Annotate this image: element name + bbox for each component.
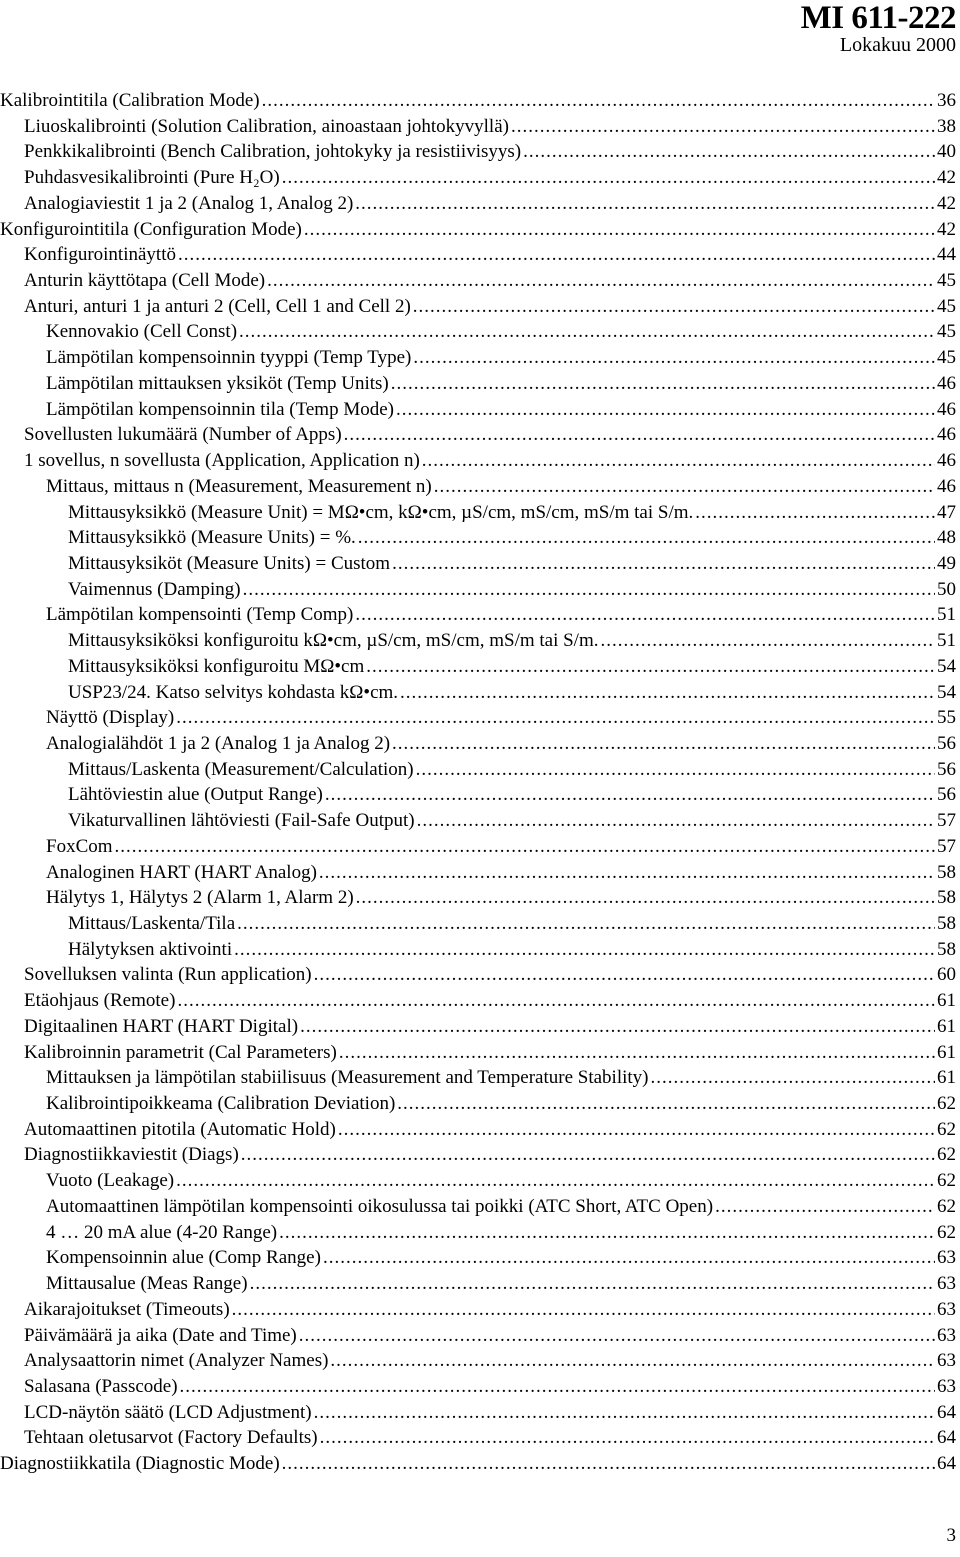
toc-dot-leader (243, 577, 935, 603)
toc-entry-page: 63 (937, 1273, 956, 1295)
toc-dot-leader (176, 1168, 935, 1194)
toc-entry-page: 36 (937, 90, 956, 111)
toc-entry[interactable] (0, 139, 956, 165)
toc-entry-title: Liuoskalibrointi (Solution Calibration, ainoastaan johtokyvyllä) (24, 115, 509, 137)
toc-entry-page: 42 (937, 192, 956, 214)
document-id: MI 611-222 (800, 0, 956, 36)
toc-entry-title: Analogiaviestit 1 ja 2 (Analog 1, Analog 2) (24, 192, 354, 214)
toc-entry-page: 46 (937, 475, 956, 497)
toc-entry[interactable] (0, 628, 956, 654)
toc-entry-page: 62 (937, 1221, 956, 1243)
toc-entry-title: Näyttö (Display) (46, 707, 175, 729)
toc-entry-page: 60 (937, 964, 956, 986)
toc-dot-leader (239, 319, 935, 345)
toc-entry-page: 45 (937, 321, 956, 343)
toc-entry[interactable] (0, 1245, 956, 1271)
toc-dot-leader (358, 525, 935, 551)
toc-entry-page: 58 (937, 938, 956, 960)
toc-entry[interactable] (0, 577, 956, 603)
toc-entry-title: Konfigurointitila (Configuration Mode) (0, 218, 302, 240)
toc-dot-leader (695, 500, 935, 526)
toc-entry-page: 57 (937, 835, 956, 857)
toc-entry-title: Vaimennus (Damping) (68, 578, 241, 600)
toc-entry-title: Digitaalinen HART (HART Digital) (24, 1015, 299, 1037)
toc-entry-title: Etäohjaus (Remote) (24, 990, 176, 1012)
toc-entry[interactable] (0, 165, 956, 191)
toc-entry[interactable] (0, 782, 956, 808)
toc-entry-title: FoxCom (46, 835, 113, 857)
toc-entry-title: Lähtöviestin alue (Output Range) (68, 784, 323, 806)
toc-entry[interactable] (0, 885, 956, 911)
toc-entry-page: 63 (937, 1324, 956, 1346)
toc-dot-leader (413, 345, 935, 371)
toc-entry-title: Sovellusten lukumäärä (Number of Apps) (24, 424, 342, 446)
toc-entry-page: 58 (937, 861, 956, 883)
toc-entry-page: 46 (937, 372, 956, 394)
toc-dot-leader (434, 474, 935, 500)
toc-entry-page: 54 (937, 655, 956, 677)
toc-entry-title: 1 sovellus, n sovellusta (Application, Application n) (24, 450, 420, 472)
toc-entry-page: 51 (937, 604, 956, 626)
toc-entry[interactable] (0, 1400, 956, 1426)
toc-dot-leader (279, 1220, 935, 1246)
toc-entry-page: 61 (937, 1067, 956, 1089)
toc-entry[interactable] (0, 808, 956, 834)
toc-dot-leader (178, 242, 935, 268)
toc-entry-page: 62 (937, 1144, 956, 1166)
toc-entry-title: Analogialähdöt 1 ja 2 (Analog 1 ja Analog 2) (46, 732, 391, 754)
toc-entry-page: 55 (937, 707, 956, 729)
toc-entry-title: Mittausyksikkö (Measure Units) = %. (68, 527, 356, 549)
toc-dot-leader (396, 397, 935, 423)
toc-entry[interactable] (0, 114, 956, 140)
toc-entry-title: Kennovakio (Cell Const) (46, 321, 238, 343)
toc-entry[interactable] (0, 1014, 956, 1040)
toc-entry-title: Mittauksen ja lämpötilan stabiilisuus (Measurement and Temperature Stability) (46, 1067, 649, 1089)
toc-entry-title: Diagnostiikkatila (Diagnostic Mode) (0, 1453, 280, 1475)
toc-entry-page: 45 (937, 347, 956, 369)
toc-entry[interactable] (0, 988, 956, 1014)
toc-dot-leader (416, 757, 935, 783)
toc-entry-page: 61 (937, 990, 956, 1012)
toc-entry-title: Mittaus/Laskenta/Tila (68, 913, 236, 934)
toc-dot-leader (250, 1271, 935, 1297)
toc-entry-page: 42 (937, 218, 956, 240)
toc-entry[interactable] (0, 448, 956, 474)
toc-entry-title: Mittausyksikkö (Measure Unit) = MΩ•cm, kΩ•cm, µS/cm, mS/cm, mS/m tai S/m. (68, 501, 694, 523)
toc-entry-title: Anturin käyttötapa (Cell Mode) (24, 270, 266, 292)
toc-entry[interactable] (0, 294, 956, 320)
toc-dot-leader (366, 654, 935, 680)
toc-entry[interactable] (0, 371, 956, 397)
toc-dot-leader (330, 1348, 935, 1374)
toc-entry[interactable] (0, 757, 956, 783)
toc-entry-title: Kalibroinnin parametrit (Cal Parameters) (24, 1041, 337, 1063)
toc-entry[interactable] (0, 1194, 956, 1220)
toc-entry-page: 45 (937, 270, 956, 292)
toc-entry-page: 49 (937, 552, 956, 574)
toc-entry[interactable] (0, 345, 956, 371)
toc-dot-leader (319, 860, 935, 886)
toc-entry-page: 44 (937, 244, 956, 266)
toc-entry[interactable] (0, 1065, 956, 1091)
toc-entry[interactable] (0, 1425, 956, 1451)
toc-entry[interactable] (0, 1220, 956, 1246)
page-number: 3 (946, 1525, 956, 1546)
toc-entry-title: Mittausyksiköksi konfiguroitu MΩ•cm (68, 655, 365, 677)
toc-entry[interactable] (0, 319, 956, 345)
toc-entry-title: Diagnostiikkaviestit (Diags) (24, 1144, 239, 1166)
toc-dot-leader (601, 628, 936, 654)
toc-entry-title: Tehtaan oletusarvot (Factory Defaults) (24, 1427, 318, 1449)
toc-entry-title: Lämpötilan kompensoinnin tyyppi (Temp Type) (46, 347, 412, 369)
toc-entry-title: Hälytys 1, Hälytys 2 (Alarm 1, Alarm 2) (46, 887, 354, 909)
toc-dot-leader (356, 885, 935, 911)
toc-entry-page: 56 (937, 784, 956, 806)
toc-entry-page: 63 (937, 1350, 956, 1372)
toc-entry[interactable] (0, 191, 956, 217)
toc-entry[interactable] (0, 1297, 956, 1323)
toc-entry[interactable] (0, 1374, 956, 1400)
toc-dot-leader (300, 1014, 935, 1040)
toc-entry-page: 64 (937, 1453, 956, 1475)
toc-entry[interactable] (0, 1117, 956, 1143)
toc-entry[interactable] (0, 474, 956, 500)
toc-entry[interactable] (0, 1142, 956, 1168)
toc-entry[interactable] (0, 551, 956, 577)
toc-dot-leader (115, 834, 935, 860)
toc-dot-leader (397, 1091, 935, 1117)
toc-entry[interactable] (0, 680, 956, 706)
toc-dot-leader (422, 448, 935, 474)
toc-dot-leader (651, 1065, 936, 1091)
toc-entry-title: Vuoto (Leakage) (46, 1170, 175, 1192)
toc-entry[interactable] (0, 705, 956, 731)
toc-entry-title: Sovelluksen valinta (Run application) (24, 964, 312, 986)
toc-entry[interactable] (0, 1348, 956, 1374)
toc-entry-title: Mittausalue (Meas Range) (46, 1273, 248, 1295)
toc-entry[interactable] (0, 88, 956, 114)
toc-entry[interactable] (0, 242, 956, 268)
toc-dot-leader (180, 1374, 935, 1400)
toc-entry-title: Automaattinen pitotila (Automatic Hold) (24, 1118, 336, 1140)
toc-entry[interactable] (0, 1271, 956, 1297)
toc-entry-title: Mittausyksiköksi konfiguroitu kΩ•cm, µS/cm, mS/cm, mS/m tai S/m. (68, 630, 599, 652)
toc-dot-leader (400, 680, 935, 706)
toc-dot-leader (320, 1425, 935, 1451)
toc-dot-leader (237, 911, 935, 937)
toc-entry-page: 62 (937, 1170, 956, 1192)
toc-entry-title: Puhdasvesikalibrointi (Pure H₂O) (24, 167, 280, 189)
toc-entry-title: Lämpötilan kompensoinnin tila (Temp Mode) (46, 398, 394, 420)
toc-entry-page: 40 (937, 141, 956, 163)
toc-entry-title: Analysaattorin nimet (Analyzer Names) (24, 1350, 329, 1372)
toc-entry-page: 48 (937, 527, 956, 549)
toc-entry-page: 62 (937, 1118, 956, 1140)
toc-dot-leader (262, 88, 935, 114)
toc-entry-title: Mittaus, mittaus n (Measurement, Measurement n) (46, 475, 432, 497)
toc-entry-page: 63 (937, 1247, 956, 1269)
toc-entry-title: Päivämäärä ja aika (Date and Time) (24, 1324, 297, 1346)
toc-dot-leader (282, 165, 935, 191)
toc-dot-leader (314, 962, 935, 988)
toc-dot-leader (234, 937, 935, 963)
toc-dot-leader (299, 1323, 935, 1349)
toc-entry[interactable] (0, 397, 956, 423)
toc-entry[interactable] (0, 731, 956, 757)
toc-entry-title: Automaattinen lämpötilan kompensointi oikosulussa tai poikki (ATC Short, ATC Open) (46, 1195, 714, 1217)
toc-dot-leader (715, 1194, 935, 1220)
toc-entry[interactable] (0, 654, 956, 680)
toc-entry-page: 63 (937, 1375, 956, 1397)
toc-entry-title: Mittausyksiköt (Measure Units) = Custom (68, 552, 391, 574)
toc-dot-leader (177, 988, 935, 1014)
toc-entry-page: 46 (937, 450, 956, 472)
toc-entry-page: 47 (937, 501, 956, 523)
toc-entry-page: 56 (937, 758, 956, 780)
toc-entry-title: Anturi, anturi 1 ja anturi 2 (Cell, Cell 1 and Cell 2) (24, 295, 411, 317)
toc-dot-leader (392, 551, 935, 577)
toc-entry-title: Lämpötilan mittauksen yksiköt (Temp Units) (46, 372, 389, 394)
toc-entry-page: 58 (937, 887, 956, 909)
toc-entry[interactable] (0, 962, 956, 988)
toc-entry-page: 61 (937, 1041, 956, 1063)
toc-entry-title: Salasana (Passcode) (24, 1375, 178, 1397)
toc-entry[interactable] (0, 268, 956, 294)
toc-entry-title: Aikarajoitukset (Timeouts) (24, 1298, 230, 1320)
toc-entry[interactable] (0, 1451, 956, 1477)
toc-entry-title: 4 … 20 mA alue (4-20 Range) (46, 1221, 278, 1243)
table-of-contents (0, 88, 956, 1477)
toc-dot-leader (511, 114, 935, 140)
toc-dot-leader (392, 731, 935, 757)
toc-entry-page: 61 (937, 1015, 956, 1037)
toc-entry-title: Kalibrointitila (Calibration Mode) (0, 90, 260, 111)
toc-entry-title: USP23/24. Katso selvitys kohdasta kΩ•cm. (68, 681, 399, 703)
toc-entry-page: 64 (937, 1401, 956, 1423)
toc-entry[interactable] (0, 834, 956, 860)
toc-entry-title: Lämpötilan kompensointi (Temp Comp) (46, 604, 354, 626)
toc-entry-title: Vikaturvallinen lähtöviesti (Fail-Safe Output) (68, 810, 415, 832)
toc-entry-title: Kalibrointipoikkeama (Calibration Deviation) (46, 1093, 396, 1115)
toc-entry-title: Hälytyksen aktivointi (68, 938, 233, 960)
toc-entry[interactable] (0, 500, 956, 526)
toc-entry-page: 51 (937, 630, 956, 652)
toc-dot-leader (241, 1142, 935, 1168)
toc-entry[interactable] (0, 1168, 956, 1194)
toc-entry[interactable] (0, 1323, 956, 1349)
toc-entry-page: 45 (937, 295, 956, 317)
toc-entry-page: 63 (937, 1298, 956, 1320)
toc-dot-leader (417, 808, 935, 834)
toc-dot-leader (325, 782, 935, 808)
toc-entry-title: Analoginen HART (HART Analog) (46, 861, 317, 883)
toc-entry-title: Konfigurointinäyttö (24, 244, 176, 266)
toc-entry[interactable] (0, 937, 956, 963)
toc-dot-leader (355, 191, 935, 217)
toc-entry-page: 46 (937, 398, 956, 420)
toc-entry[interactable] (0, 860, 956, 886)
toc-entry-page: 50 (937, 578, 956, 600)
page-header (801, 0, 956, 56)
toc-dot-leader (391, 371, 935, 397)
toc-entry-title: Mittaus/Laskenta (Measurement/Calculation) (68, 758, 414, 780)
toc-entry-page: 62 (937, 1093, 956, 1115)
toc-entry-page: 62 (937, 1195, 956, 1217)
toc-dot-leader (314, 1400, 935, 1426)
toc-dot-leader (267, 268, 935, 294)
toc-entry-page: 64 (937, 1427, 956, 1449)
toc-entry[interactable] (0, 911, 956, 937)
toc-entry-page: 58 (937, 913, 956, 934)
toc-entry-page: 57 (937, 810, 956, 832)
toc-dot-leader (338, 1117, 935, 1143)
toc-dot-leader (355, 602, 935, 628)
toc-entry-page: 56 (937, 732, 956, 754)
toc-dot-leader (282, 1451, 935, 1477)
toc-dot-leader (339, 1040, 935, 1066)
toc-entry[interactable] (0, 1040, 956, 1066)
toc-dot-leader (232, 1297, 935, 1323)
toc-entry-title: LCD-näytön säätö (LCD Adjustment) (24, 1401, 312, 1423)
toc-dot-leader (523, 139, 935, 165)
toc-entry[interactable] (0, 602, 956, 628)
toc-entry-page: 54 (937, 681, 956, 703)
toc-dot-leader (304, 217, 935, 243)
toc-entry-title: Penkkikalibrointi (Bench Calibration, johtokyky ja resistiivisyys) (24, 141, 522, 163)
toc-entry[interactable] (0, 525, 956, 551)
toc-entry-page: 46 (937, 424, 956, 446)
toc-entry[interactable] (0, 422, 956, 448)
toc-dot-leader (176, 705, 935, 731)
toc-dot-leader (344, 422, 935, 448)
toc-entry-page: 42 (937, 167, 956, 189)
toc-dot-leader (323, 1245, 935, 1271)
toc-entry-title: Kompensoinnin alue (Comp Range) (46, 1247, 321, 1269)
document-date: Lokakuu 2000 (839, 34, 956, 56)
toc-dot-leader (413, 294, 935, 320)
toc-entry-page: 38 (937, 115, 956, 137)
toc-entry[interactable] (0, 217, 956, 243)
toc-entry[interactable] (0, 1091, 956, 1117)
